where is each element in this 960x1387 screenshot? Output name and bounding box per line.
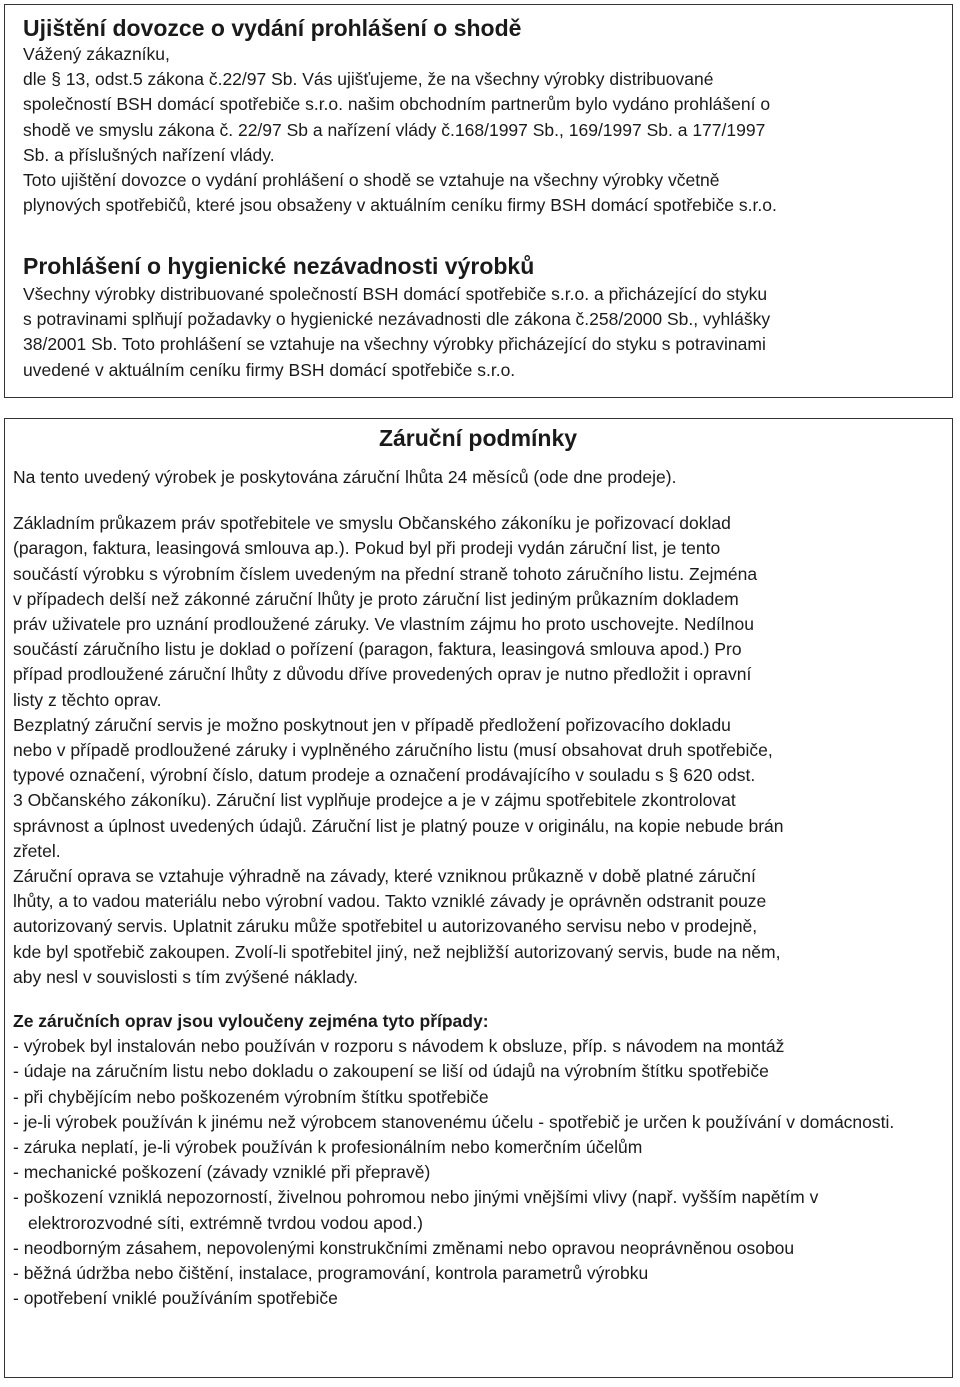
importer-declaration-section (23, 14, 933, 218)
exclusion-item: - výrobek byl instalován nebo používán v rozporu s návodem k obsluze, příp. s návodem na montáž (13, 1036, 785, 1057)
text-line: Sb. a příslušných nařízení vlády. (23, 144, 275, 165)
text-line: společností BSH domácí spotřebiče s.r.o. našim obchodním partnerům bylo vydáno prohlášení o (23, 94, 771, 115)
exclusion-item: - mechanické poškození (závady vzniklé při přepravě) (13, 1162, 431, 1183)
warranty-section (13, 420, 943, 1312)
text-line: 38/2001 Sb. Toto prohlášení se vztahuje na všechny výrobky přicházející do styku s potravinami (23, 334, 766, 355)
text-line: autorizovaný servis. Uplatnit záruku může spotřebitel u autorizovaného servisu nebo v prodejně, (13, 916, 758, 937)
text-line: Záruční oprava se vztahuje výhradně na závady, které vzniknou průkazně v době platné záruční (13, 866, 756, 887)
exclusion-item: - neodborným zásahem, nepovolenými konstrukčními změnami nebo opravou neoprávněnou osobou (13, 1237, 795, 1258)
text-line: (paragon, faktura, leasingová smlouva ap.). Pokud byl při prodeji vydán záruční list, je tento (13, 538, 721, 559)
text-line: nebo v případě prodloužené záruky i vyplněného záručního listu (musí obsahovat druh spotřebiče, (13, 740, 773, 761)
text-line: plynových spotřebičů, které jsou obsaženy v aktuálním ceníku firmy BSH domácí spotřebiče s.r.o. (23, 195, 777, 216)
text-line: správnost a úplnost uvedených údajů. Záruční list je platný pouze v originálu, na kopie nebude brán (13, 815, 784, 836)
section-title-importer: Ujištění dovozce o vydání prohlášení o shodě (23, 15, 522, 41)
text-line: kde byl spotřebič zakoupen. Zvolí-li spotřebitel jiný, než nejbližší autorizovaný servis, bude na něm, (13, 941, 781, 962)
text-line: typové označení, výrobní číslo, datum prodeje a označení prodávajícího v souladu s § 620 odst. (13, 765, 756, 786)
text-line: Všechny výrobky distribuované společností BSH domácí spotřebiče s.r.o. a přicházející do styku (23, 284, 768, 304)
exclusion-item: - záruka neplatí, je-li výrobek používán k profesionálním nebo komerčním účelům (13, 1137, 643, 1158)
text-line: lhůty, a to vadou materiálu nebo výrobní vadou. Takto vzniklé závady je oprávněn odstranit pouze (13, 891, 767, 912)
warranty-intro: Na tento uvedený výrobek je poskytována záruční lhůta 24 měsíců (ode dne prodeje). (13, 467, 677, 487)
exclusion-item: - běžná údržba nebo čištění, instalace, programování, kontrola parametrů výrobku (13, 1263, 649, 1284)
text-line: uvedené v aktuálním ceníku firmy BSH domácí spotřebiče s.r.o. (23, 359, 516, 380)
text-line: zřetel. (13, 840, 61, 861)
exclusions-heading: Ze záručních oprav jsou vyloučeny zejména tyto případy: (13, 1011, 489, 1032)
exclusion-item: - poškození vzniklá nepozorností, živelnou pohromou nebo jinými vnějšími vlivy (např. vyšším napětím v elektrorozvodné síti, extrémně tvrdou vodou apod.) (13, 1187, 819, 1233)
text-line: Toto ujištění dovozce o vydání prohlášení o shodě se vztahuje na všechny výrobky včetně (23, 170, 720, 191)
exclusion-item: - opotřebení vniklé používáním spotřebiče (13, 1288, 338, 1309)
text-line: s potravinami splňují požadavky o hygienické nezávadnosti dle zákona č.258/2000 Sb., vyhlášky (23, 309, 771, 330)
text-line: listy z těchto oprav. (13, 689, 162, 710)
section-title-hygiene: Prohlášení o hygienické nezávadnosti výrobků (23, 253, 535, 279)
text-line: součástí záručního listu je doklad o pořízení (paragon, faktura, leasingová smlouva apod.) Pro (13, 639, 742, 660)
text-line: Bezplatný záruční servis je možno poskytnout jen v případě předložení pořizovacího dokladu (13, 714, 731, 735)
text-line: práv uživatele pro uznání prodloužené záruky. Ve vlastním zájmu ho proto uschovejte. Nedílnou (13, 614, 754, 635)
hygiene-declaration-section (23, 252, 933, 383)
section-title-warranty: Záruční podmínky (378, 425, 578, 451)
text-line: Základním průkazem práv spotřebitele ve smyslu Občanského zákoníku je pořizovací doklad (13, 513, 731, 534)
text-line: součástí výrobku s výrobním číslem uvedeným na přední straně tohoto záručního listu. Zejména (13, 563, 758, 584)
text-line: aby nesl v souvislosti s tím zvýšené náklady. (13, 966, 358, 987)
text-line: dle § 13, odst.5 zákona č.22/97 Sb. Vás ujišťujeme, že na všechny výrobky distribuované (23, 69, 714, 90)
exclusion-item: - údaje na záručním listu nebo dokladu o zakoupení se liší od údajů na výrobním štítku spotřebiče (13, 1061, 769, 1082)
text-line: Vážený zákazníku, (23, 44, 170, 64)
text-line: 3 Občanského zákoníku). Záruční list vyplňuje prodejce a je v zájmu spotřebitele zkontrolovat (13, 790, 736, 811)
text-line: v případech delší než zákonné záruční lhůty je proto záruční list jediným průkazním dokladem (13, 588, 739, 609)
exclusion-item: - při chybějícím nebo poškozeném výrobním štítku spotřebiče (13, 1086, 489, 1107)
text-line: shodě ve smyslu zákona č. 22/97 Sb a nařízení vlády č.168/1997 Sb., 169/1997 Sb. a 177/1997 (23, 119, 766, 140)
exclusion-item: - je-li výrobek používán k jinému než výrobcem stanovenému účelu - spotřebič je určen k používání v domácnosti. (13, 1111, 895, 1132)
text-line: případ prodloužené záruční lhůty z důvodu dříve provedených oprav je nutno předložit i opravní (13, 664, 752, 685)
